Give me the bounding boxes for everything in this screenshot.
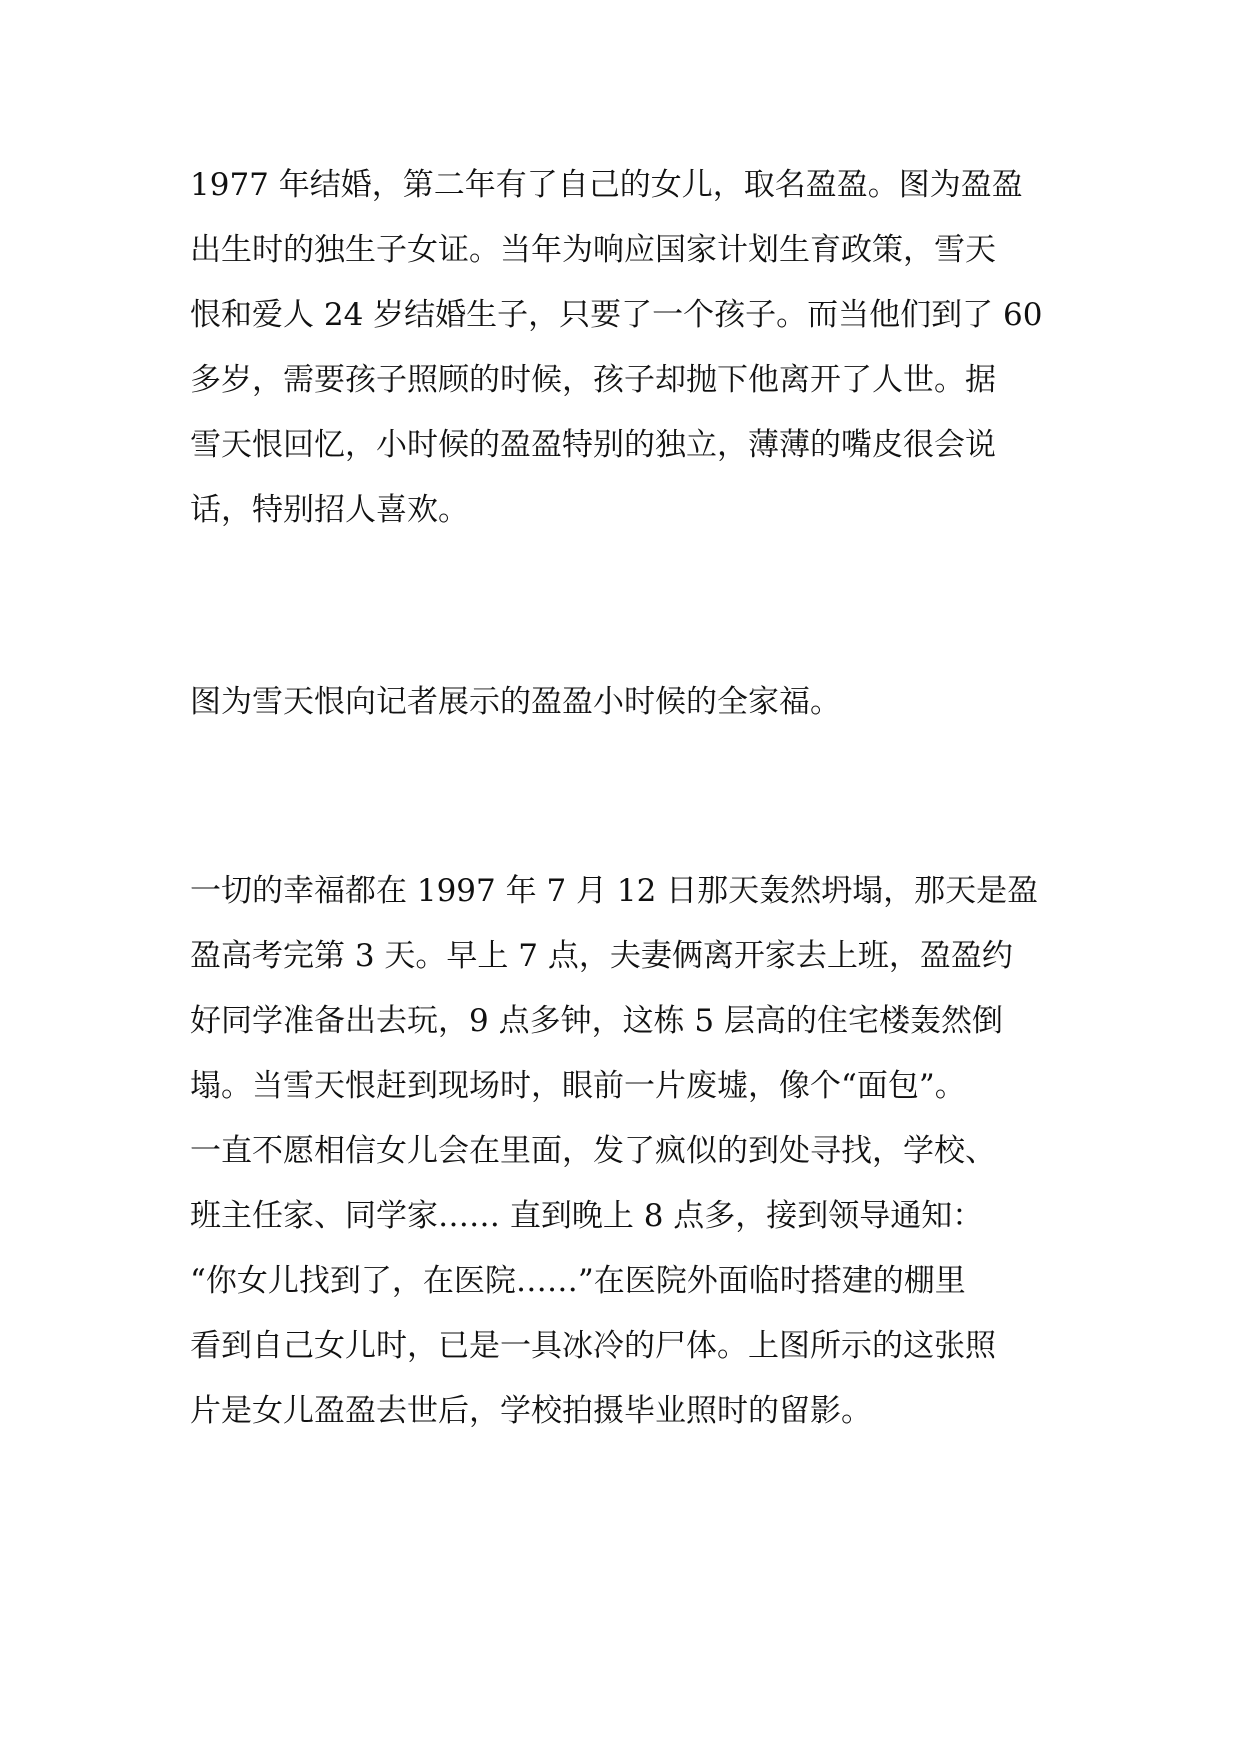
paragraph-line: 话，特别招人喜欢。 <box>190 492 469 528</box>
paragraph-2 <box>190 670 1052 735</box>
paragraph-line: 图为雪天恨向记者展示的盈盈小时候的全家福。 <box>190 684 841 720</box>
paragraph-line: 一直不愿相信女儿会在里面，发了疯似的到处寻找，学校、 <box>190 1133 996 1169</box>
paragraph-line: 出生时的独生子女证。当年为响应国家计划生育政策，雪天 <box>190 232 996 268</box>
paragraph-line: 看到自己女儿时，已是一具冰冷的尸体。上图所示的这张照 <box>190 1328 996 1364</box>
paragraph-1 <box>190 153 1052 543</box>
paragraph-line: 好同学准备出去玩，9 点多钟，这栋 5 层高的住宅楼轰然倒 <box>190 1003 1004 1039</box>
paragraph-line: 盈高考完第 3 天。早上 7 点，夫妻俩离开家去上班，盈盈约 <box>190 938 1013 974</box>
paragraph-line: 片是女儿盈盈去世后，学校拍摄毕业照时的留影。 <box>190 1393 872 1429</box>
paragraph-line: 班主任家、同学家…… 直到晚上 8 点多，接到领导通知： <box>190 1198 984 1234</box>
paragraph-line: 雪天恨回忆，小时候的盈盈特别的独立，薄薄的嘴皮很会说 <box>190 427 996 463</box>
paragraph-line: 塌。当雪天恨赶到现场时，眼前一片废墟，像个“面包”。 <box>190 1068 966 1104</box>
paragraph-line: “你女儿找到了，在医院……”在医院外面临时搭建的棚里 <box>190 1263 966 1299</box>
paragraph-line: 多岁，需要孩子照顾的时候，孩子却抛下他离开了人世。据 <box>190 362 996 398</box>
paragraph-line: 一切的幸福都在 1997 年 7 月 12 日那天轰然坍塌，那天是盈 <box>190 873 1039 909</box>
paragraph-line: 1977 年结婚，第二年有了自己的女儿，取名盈盈。图为盈盈 <box>190 167 1023 203</box>
paragraph-3 <box>190 859 1052 1444</box>
paragraph-line: 恨和爱人 24 岁结婚生子，只要了一个孩子。而当他们到了 60 <box>190 297 1043 333</box>
